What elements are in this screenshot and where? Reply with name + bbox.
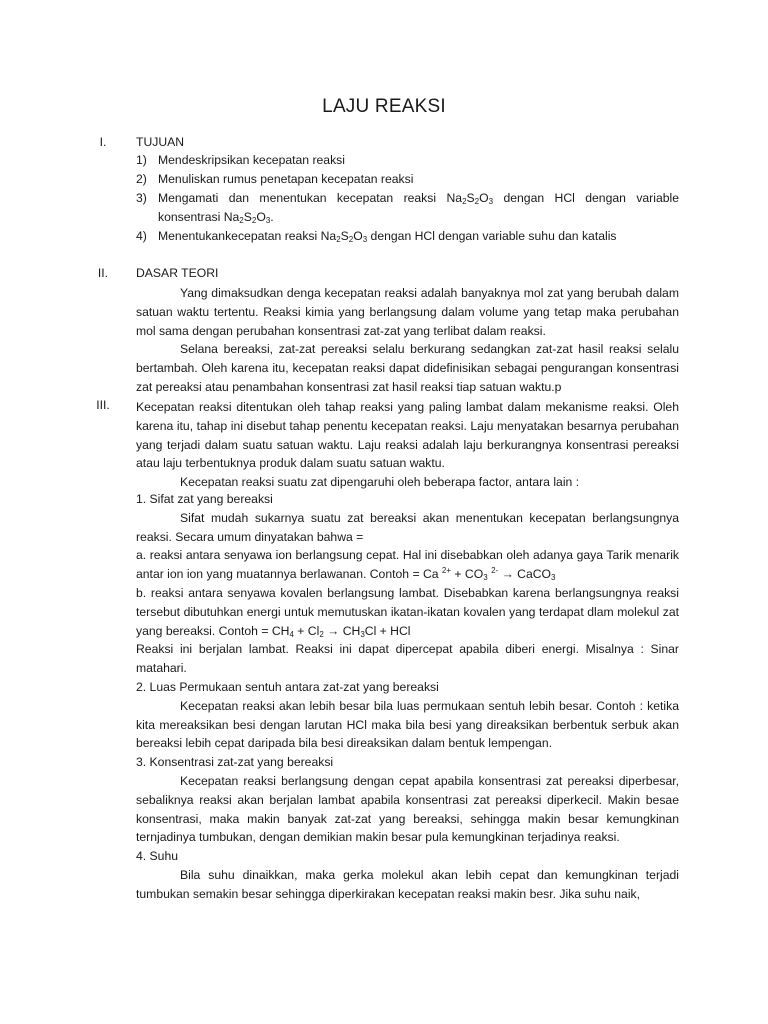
list-item: 4) Menentukankecepatan reaksi $Na_2S_2O_3$ dengan HCl dengan variable suhu dan katalis [136, 229, 617, 244]
theory-text [136, 284, 679, 397]
paragraph: Kecepatan reaksi akan lebih besar bila luas permukaan sentuh lebih besar. Contoh : ketika kita mereaksikan besi dengan larutan HCl maka bila besi yang direaksikan berbentuk serbuk akan bereaksi lebih cepat daripada bila besi direaksikan dalam bentuk lempengan. [136, 698, 679, 751]
list-item: 1) Mendeskripsikan kecepatan reaksi [136, 153, 345, 167]
paragraph: a. reaksi antara senyawa ion berlangsung cepat. Hal ini disebabkan oleh adanya gaya Tarik menarik antar ion ion yang muatannya berlawanan. Contoh = Ca $^{2+} + CO_3$ $^{2-}$ → CaCO$_3$ [136, 548, 679, 583]
document-title: LAJU REAKSI [322, 96, 446, 117]
section-numeral-1: I. [99, 135, 107, 149]
section-heading-tujuan: TUJUAN [136, 135, 185, 149]
paragraph: Kecepatan reaksi suatu zat dipengaruhi oleh beberapa factor, antara lain : [180, 475, 580, 490]
factor-heading-3: 3. Konsentrasi zat-zat yang bereaksi [136, 755, 334, 770]
section-heading-dasar-teori: DASAR TEORI [136, 266, 219, 280]
paragraph: Sifat mudah sukarnya suatu zat bereaksi akan menentukan kecepatan berlangsungnya reaksi. Secara umum dinyatakan bahwa = [136, 510, 679, 544]
paragraph: Kecepatan reaksi ditentukan oleh tahap reaksi yang paling lambat dalam mekanisme reaksi. Oleh karena itu, tahap ini disebut tahap penentu kecepatan reaksi. Laju menyatakan besarnya perubahan yang terjadi dalam suatu satuan waktu. Laju reaksi adalah laju berkurangnya konsentrasi pereaksi atau laju terbentuknya produk dalam suatu satuan waktu. [136, 400, 679, 471]
list-item: 3) Mengamati dan menentukan kecepatan reaksi $Na_2S_2O_3$ dengan HCl dengan variable konsentrasi $Na_2S_2O_3$. [136, 191, 679, 225]
factor-heading-2: 2. Luas Permukaan sentuh antara zat-zat yang bereaksi [136, 679, 439, 694]
paragraph: Kecepatan reaksi berlangsung dengan cepat apabila konsentrasi zat pereaksi diperbesar, sebaliknya reaksi akan berjalan lambat apabila konsentrasi zat pereaksi diperkecil. Makin besae konsentrasi, maka makin banyak zat-zat yang bereaksi, sehingga makin besar kemungkinan ternjadinya tumbukan, dengan demikian makin besar pula kemungkinan terjadinya reaksi. [136, 773, 679, 845]
factors-text [136, 490, 679, 904]
paragraph: Selana bereaksi, zat-zat pereaksi selalu berkurang sedangkan zat-zat hasil reaksi selalu bertambah. Oleh karena itu, kecepatan reaksi dapat didefinisikan sebagai pengurangan konsentrasi zat pereaksi atau penambahan konsentrasi zat hasil reaksi tiap satuan waktu.p [136, 342, 679, 394]
list-item: 2) Menuliskan rumus penetapan kecepatan reaksi [136, 172, 414, 186]
factor-heading-1: 1. Sifat zat yang bereaksi [136, 492, 273, 506]
section-numeral-2: II. [97, 266, 109, 280]
paragraph: b. reaksi antara senyawa kovalen berlangsung lambat. Disebabkan karena berlangsungnya reaksi tersebut dibutuhkan energi untuk memutuskan ikatan-ikatan kovalen yang terdapat dlam molekul zat yang bereaksi. Contoh = $CH_4 + Cl_2 \to CH_3Cl$ + HCl [136, 585, 679, 639]
factor-heading-4: 4. Suhu [136, 849, 179, 864]
paragraph: Reaksi ini berjalan lambat. Reaksi ini dapat dipercepat apabila diberi energi. Misalnya : Sinar matahari. [136, 642, 679, 676]
paragraph: Yang dimaksudkan denga kecepatan reaksi adalah banyaknya mol zat yang berubah dalam satuan waktu tertentu. Reaksi kimia yang berlangsung dalam volume yang tetap maka perubahan mol sama dengan perubahan konsentrasi zat-zat yang terlibat dalam reaksi. [136, 286, 679, 338]
section-3-text [136, 398, 679, 492]
paragraph: Bila suhu dinaikkan, maka gerka molekul akan lebih cepat dan kemungkinan terjadi tumbukan semakin besar sehingga diperkirakan kecepatan reaksi makin besr. Jika suhu naik, [136, 867, 679, 901]
section-numeral-3: III. [96, 398, 110, 412]
objectives-list [136, 151, 679, 246]
